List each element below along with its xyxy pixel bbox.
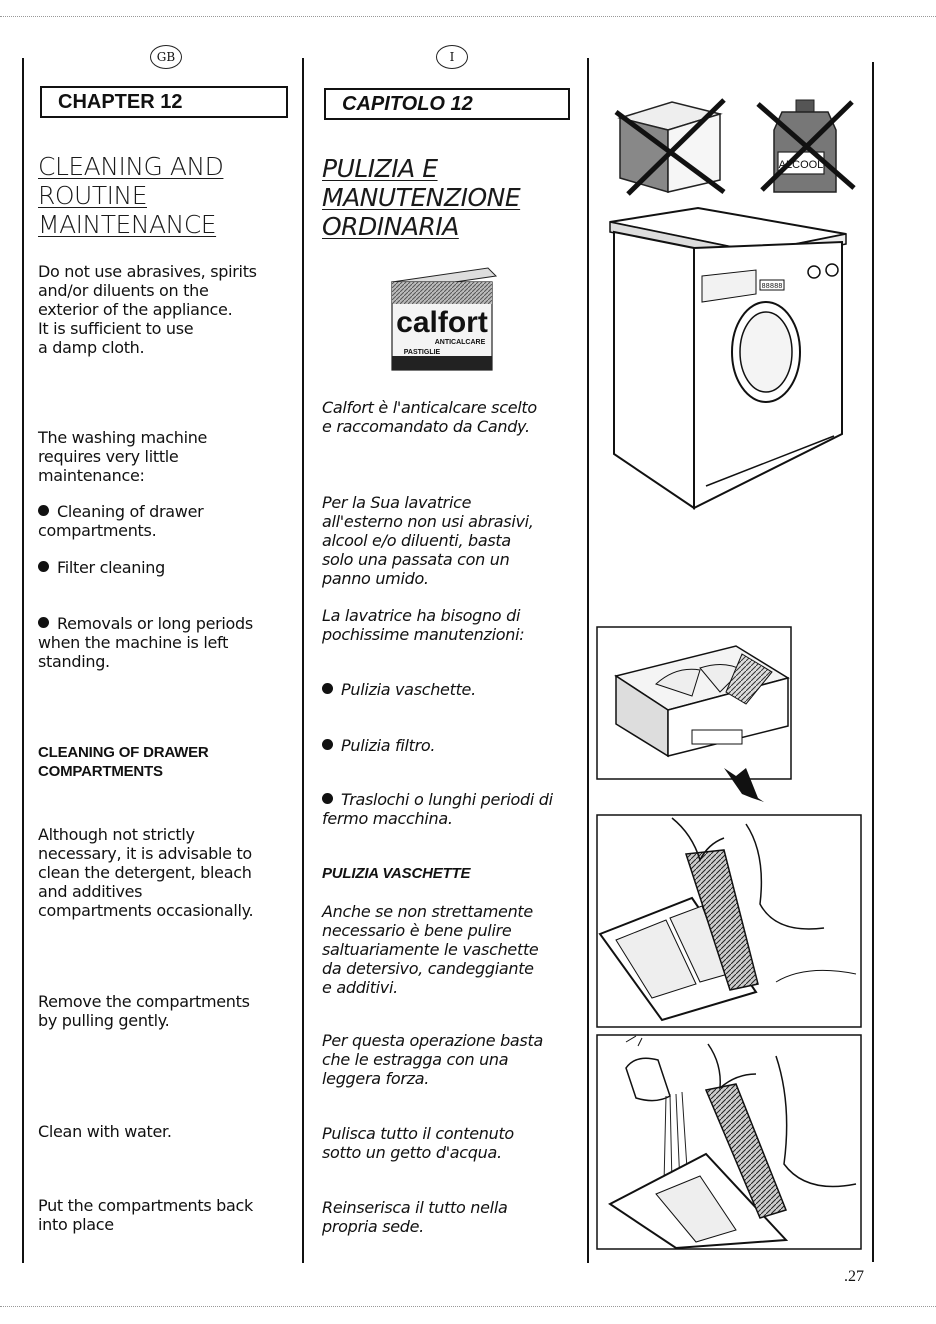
title-line: MANUTENZIONE bbox=[322, 183, 521, 212]
intro-text-en: Do not use abrasives, spirits and/or diluents on the exterior of the appliance. It is sufficient to use a damp cloth. bbox=[38, 262, 257, 357]
para-advisable-it: Anche se non strettamente necessario è bene pulire saltuariamente le vaschette da detersivo, candeggiante e additivi. bbox=[322, 902, 539, 997]
drawer-removal-illustration bbox=[596, 626, 792, 806]
bottom-dotted-rule bbox=[0, 1306, 936, 1307]
panel-display: 88888 bbox=[761, 283, 783, 291]
it-language-mark: I bbox=[436, 45, 468, 69]
bullet-dot bbox=[322, 683, 333, 694]
bullet-dot bbox=[322, 793, 333, 804]
maintenance-intro-it: La lavatrice ha bisogno di pochissime manutenzioni: bbox=[322, 606, 525, 644]
right-margin-rule bbox=[872, 62, 874, 1262]
product-sub2: PASTIGLIE bbox=[403, 349, 441, 356]
page-title-en bbox=[38, 152, 223, 239]
rinse-under-tap-illustration bbox=[596, 1034, 862, 1250]
hand-cleaning-drawer-illustration bbox=[596, 814, 862, 1028]
bullet-item-it: Pulizia vaschette. bbox=[322, 680, 577, 699]
page-title-it bbox=[322, 154, 520, 241]
page-number: .27 bbox=[844, 1268, 864, 1285]
para-remove-it: Per questa operazione basta che le estragga con una leggera forza. bbox=[322, 1031, 543, 1088]
no-alcohol-icon bbox=[752, 96, 862, 196]
product-caption-it: Calfort è l'anticalcare scelto e raccomandato da Candy. bbox=[322, 398, 537, 436]
bullet-item-en: Cleaning of drawer compartments. bbox=[38, 502, 204, 540]
bullet-dot bbox=[38, 561, 49, 572]
title-line: PULIZIA E bbox=[322, 154, 438, 183]
section-heading-en: CLEANING OF DRAWER COMPARTMENTS bbox=[38, 744, 209, 780]
title-line: MAINTENANCE bbox=[38, 210, 217, 239]
column-divider-1 bbox=[302, 58, 304, 1263]
bullet-item-en: Removals or long periods when the machine is left standing. bbox=[38, 614, 253, 671]
intro-text-it: Per la Sua lavatrice all'esterno non usi abrasivi, alcool e/o diluenti, basta solo una passata con un panno umido. bbox=[322, 493, 534, 588]
bullet-item-en: Filter cleaning bbox=[38, 558, 288, 577]
bullet-item-it: Pulizia filtro. bbox=[322, 736, 577, 755]
gb-language-mark: GB bbox=[150, 45, 182, 69]
bullet-dot bbox=[322, 739, 333, 750]
para-put-back-en: Put the compartments back into place bbox=[38, 1196, 253, 1234]
product-sub1: ANTICALCARE bbox=[434, 339, 486, 346]
para-clean-en: Clean with water. bbox=[38, 1122, 172, 1141]
top-dotted-rule bbox=[0, 16, 936, 17]
washing-machine-illustration bbox=[606, 206, 852, 512]
column-divider-2 bbox=[587, 58, 589, 1263]
bullet-dot bbox=[38, 617, 49, 628]
bullet-item-it: Traslochi o lunghi periodi di fermo macchina. bbox=[322, 790, 553, 828]
para-put-back-it: Reinserisca il tutto nella propria sede. bbox=[322, 1198, 508, 1236]
calfort-product-image bbox=[388, 264, 500, 374]
para-remove-en: Remove the compartments by pulling gently. bbox=[38, 992, 250, 1030]
maintenance-intro-en: The washing machine requires very little maintenance: bbox=[38, 428, 208, 485]
title-line: CLEANING AND bbox=[38, 152, 224, 181]
para-advisable-en: Although not strictly necessary, it is advisable to clean the detergent, bleach and additives compartments occasionally. bbox=[38, 825, 254, 920]
no-abrasives-icon bbox=[612, 96, 732, 196]
chapter-heading-en: CHAPTER 12 bbox=[40, 86, 288, 118]
section-heading-it: PULIZIA VASCHETTE bbox=[322, 865, 471, 882]
left-margin-rule bbox=[22, 58, 24, 1263]
title-line: ORDINARIA bbox=[322, 212, 459, 241]
chapter-heading-it: CAPITOLO 12 bbox=[324, 88, 570, 120]
bullet-dot bbox=[38, 505, 49, 516]
product-brand: calfort bbox=[396, 306, 488, 339]
para-clean-it: Pulisca tutto il contenuto sotto un getto d'acqua. bbox=[322, 1124, 514, 1162]
title-line: ROUTINE bbox=[38, 181, 147, 210]
alcohol-label: ALCOOL bbox=[778, 159, 824, 171]
